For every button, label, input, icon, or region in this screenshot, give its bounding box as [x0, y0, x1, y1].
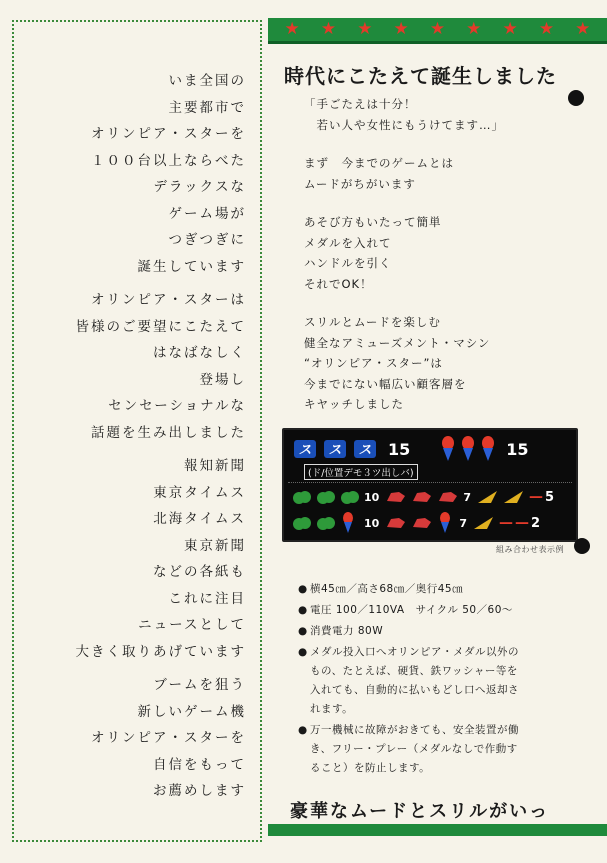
- spec-text: [310, 643, 519, 719]
- star-logo-icon: [292, 438, 318, 460]
- body-text-line: あそび方もいたって簡単: [304, 215, 442, 229]
- spec-text: [310, 622, 383, 641]
- star-icon: ★: [357, 19, 373, 39]
- bullet-icon: ●: [298, 583, 308, 595]
- spec-text-line: 入れても、自動的に払いもどし口へ返却さ: [310, 684, 519, 696]
- wing-icon: [477, 489, 499, 505]
- star-icon: ★: [284, 19, 300, 39]
- wing-icon: [473, 515, 495, 531]
- panel-row-3: [292, 512, 540, 534]
- panel-row-2: [292, 488, 554, 506]
- bush-icon: [292, 514, 312, 532]
- horse-icon: [437, 489, 459, 505]
- payout-number: 10: [364, 490, 380, 504]
- panel-row-1: [292, 436, 529, 462]
- paragraph-gap: [304, 294, 604, 312]
- left-column-text: [20, 68, 246, 805]
- wing-icon: [503, 489, 525, 505]
- left-text-line: ニュースとして: [138, 617, 246, 633]
- left-text-line: オリンピア・スターを: [91, 126, 246, 142]
- left-text-line: 誕生しています: [137, 258, 246, 275]
- body-text-line: “オリンピア・スター”は: [304, 356, 443, 370]
- star-logo-icon: [352, 438, 378, 460]
- spec-text-line: 消費電力 80W: [310, 625, 384, 637]
- horse-icon: [385, 489, 407, 505]
- left-text-line: 北海タイムス: [153, 511, 246, 527]
- body-text-line: ハンドルを引く: [304, 256, 392, 270]
- left-text-line: 東京新聞: [184, 537, 246, 554]
- left-text-line: オリンピア・スターを: [91, 730, 246, 746]
- blank-dash: —: [528, 489, 543, 505]
- left-text-line: ブームを狙う: [153, 677, 246, 693]
- star-banner: [268, 18, 607, 44]
- punch-hole: [574, 538, 590, 554]
- spec-text-line: 横45㎝／高さ68㎝／奥行45㎝: [310, 583, 464, 595]
- blank-dash: —: [498, 515, 513, 531]
- torch-icon: [340, 512, 356, 534]
- left-text-line: 主要都市で: [168, 99, 246, 116]
- panel-note: (ド/位置デモ３ツ出しバ): [304, 464, 418, 480]
- footer-green-bar: [268, 822, 607, 836]
- star-icon: ★: [320, 19, 337, 39]
- spec-text-line: 電圧 100／110VA サイクル 50／60〜: [310, 604, 513, 616]
- spec-item: [298, 622, 598, 641]
- reel-combination-panel: [282, 428, 578, 542]
- spec-text-line: メダル投入口へオリンピア・メダル以外の: [310, 646, 519, 658]
- body-copy: [304, 94, 604, 415]
- left-text-line: デラックスな: [153, 179, 246, 195]
- left-dotted-panel: [12, 20, 262, 842]
- torch-icon: [440, 436, 456, 462]
- spec-text: [310, 580, 463, 599]
- panel-divider: [288, 482, 572, 483]
- payout-number: 7: [459, 516, 467, 530]
- spec-item: [298, 580, 598, 599]
- spec-list: [298, 580, 598, 780]
- svg-text:ス: ス: [358, 443, 372, 458]
- left-text-line: 登場し: [199, 371, 246, 388]
- section-heading: 時代にこたえて誕生しました: [284, 64, 557, 88]
- body-text-line: ムードがちがいます: [304, 176, 416, 191]
- spec-text-line: れます。: [310, 703, 354, 715]
- payout-number: 7: [463, 490, 471, 504]
- bullet-icon: ●: [298, 604, 308, 616]
- body-text-line: 若い人や女性にもうけてます…」: [304, 117, 504, 132]
- torch-icon: [480, 436, 496, 462]
- bullet-icon: ●: [298, 625, 308, 637]
- payout-number: 15: [388, 439, 411, 459]
- torch-icon: [437, 512, 453, 534]
- spec-text-line: もの、たとえば、硬貨、鉄ワッシャー等を: [310, 665, 518, 677]
- left-text-line: 話題を生み出しました: [91, 424, 246, 441]
- spec-item: [298, 721, 598, 778]
- svg-text:ス: ス: [298, 443, 312, 458]
- blank-dash: —: [514, 515, 529, 531]
- torch-icon: [460, 436, 476, 462]
- left-text-line: センセーショナルな: [108, 398, 246, 414]
- paragraph-gap: [304, 194, 604, 212]
- bullet-icon: ●: [298, 724, 308, 736]
- star-icon: ★: [502, 19, 518, 39]
- bush-icon: [292, 488, 312, 506]
- spec-item: [298, 643, 598, 719]
- body-text-line: まず 今までのゲームとは: [304, 156, 454, 170]
- body-text-line: 今までにない幅広い顧客層を: [304, 376, 467, 391]
- horse-icon: [385, 515, 407, 531]
- paragraph-gap: [20, 446, 246, 453]
- left-text-line: などの各紙も: [153, 564, 246, 580]
- body-text-line: スリルとムードを楽しむ: [304, 315, 441, 329]
- bush-icon: [316, 514, 336, 532]
- left-text-line: これに注目: [168, 590, 246, 607]
- punch-hole: [568, 90, 584, 106]
- left-text-line: １００台以上ならべた: [91, 152, 246, 169]
- payout-number: 5: [544, 489, 555, 505]
- left-text-line: お薦めします: [153, 783, 246, 799]
- body-text-line: それでOK！: [304, 276, 373, 291]
- spec-text-line: ること）を防止します。: [310, 762, 431, 774]
- payout-number: 15: [506, 439, 529, 459]
- left-text-line: 東京タイムス: [153, 484, 246, 501]
- left-text-line: 皆様のご要望にこたえて: [75, 318, 246, 335]
- spec-text: [310, 721, 519, 778]
- svg-text:ス: ス: [328, 443, 342, 458]
- paragraph-gap: [20, 280, 246, 287]
- left-text-line: 新しいゲーム機: [137, 703, 246, 720]
- spec-text-line: 万一機械に故障がおきても、安全装置が働: [310, 724, 519, 736]
- spec-text-line: き、フリー・プレー（メダルなしで作動す: [310, 743, 518, 755]
- left-text-line: 大きく取りあげています: [75, 643, 246, 660]
- star-logo-icon: [322, 438, 348, 460]
- left-text-line: 報知新聞: [184, 458, 246, 474]
- bush-icon: [316, 488, 336, 506]
- payout-number: 10: [364, 516, 380, 530]
- footer-slogan: 豪華なムードとスリルがいっ: [290, 801, 550, 822]
- horse-icon: [411, 489, 433, 505]
- body-text-line: 健全なアミューズメント・マシン: [304, 335, 491, 350]
- body-text-line: 「手ごたえは十分！: [304, 97, 417, 111]
- body-text-line: メダルを入れて: [304, 235, 392, 250]
- star-icon: ★: [393, 19, 409, 39]
- left-text-line: オリンピア・スターは: [91, 292, 246, 308]
- payout-number: 2: [530, 515, 541, 531]
- star-icon: ★: [575, 19, 591, 39]
- body-text-line: キヤッチしました: [304, 397, 404, 411]
- left-text-line: ゲーム場が: [168, 205, 246, 222]
- spec-item: [298, 601, 598, 620]
- horse-icon: [411, 515, 433, 531]
- left-text-line: いま全国の: [168, 73, 246, 89]
- panel-caption: 組み合わせ表示例: [496, 545, 564, 554]
- left-text-line: はなばなしく: [153, 345, 246, 361]
- star-icon: ★: [466, 19, 482, 39]
- bush-icon: [340, 488, 360, 506]
- star-icon: ★: [429, 19, 446, 39]
- paragraph-gap: [304, 135, 604, 153]
- bullet-icon: ●: [298, 646, 308, 658]
- star-icon: ★: [538, 19, 555, 39]
- paragraph-gap: [20, 665, 246, 672]
- left-text-line: 自信をもって: [153, 756, 246, 773]
- left-text-line: つぎつぎに: [168, 232, 246, 248]
- spec-text: [310, 601, 513, 620]
